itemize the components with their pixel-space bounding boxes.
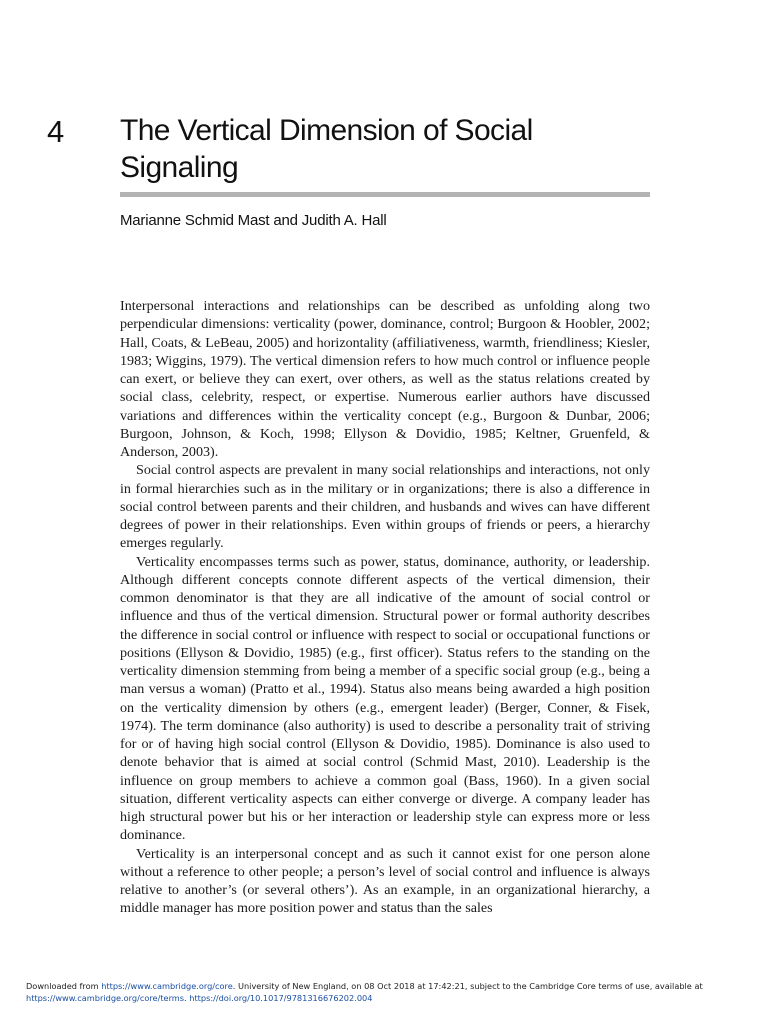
chapter-number: 4 xyxy=(47,114,64,149)
chapter-authors: Marianne Schmid Mast and Judith A. Hall xyxy=(120,212,387,229)
cambridge-core-link[interactable]: https://www.cambridge.org/core xyxy=(101,981,233,991)
footer-prefix: Downloaded from xyxy=(26,981,102,991)
chapter-title: The Vertical Dimension of Social Signaling xyxy=(120,114,533,184)
paragraph: Verticality is an interpersonal concept and as such it cannot exist for one person alone without a reference to other people; a person’s level of social control and influence is always relative to another’s (or several others’). As an example, in an organizational hierarchy, a middle manager has more position power and status than the sales xyxy=(120,845,650,917)
footer-separator: . xyxy=(184,993,190,1003)
doi-link[interactable]: https://doi.org/10.1017/9781316676202.004 xyxy=(189,993,373,1003)
body-text xyxy=(120,297,650,918)
paragraph: Social control aspects are prevalent in many social relationships and interactions, not only in formal hierarchies such as in the military or in organizations; there is also a difference in social control between parents and their children, and husbands and wives can have different degrees of power in their relationships. Even within groups of friends or peers, a hierarchy emerges regularly. xyxy=(120,462,650,552)
download-footer xyxy=(26,980,746,1004)
terms-link[interactable]: https://www.cambridge.org/core/terms xyxy=(26,993,185,1003)
title-divider xyxy=(120,192,650,197)
paragraph: Interpersonal interactions and relationships can be described as unfolding along two perpendicular dimensions: verticality (power, dominance, control; Burgoon & Hoobler, 2002; Hall, Coats, & LeBeau, 2005) and horizontality (affiliativeness, warmth, friendliness; Kiesler, 1983; Wiggins, 1979). The vertical dimension refers to how much control or influence people can exert, or believe they can exert, over others, as well as the status relations created by social class, celebrity, respect, or expertise. Numerous earlier authors have discussed variations and differences within the verticality concept (e.g., Burgoon & Dunbar, 2006; Burgoon, Johnson, & Koch, 1998; Ellyson & Dovidio, 1985; Keltner, Gruenfeld, & Anderson, 2003). xyxy=(120,298,650,460)
footer-notice: . University of New England, on 08 Oct 2018 at 17:42:21, subject to the Cambridge Core terms of use, available at xyxy=(232,981,703,991)
paragraph: Verticality encompasses terms such as power, status, dominance, authority, or leadership. Although different concepts connote different aspects of the vertical dimension, their common denominator is that they are all indicative of the amount of social control or influence and thus of the vertical dimension. Structural power or formal authority describes the difference in social control or influence with respect to social or occupational functions or positions (Ellyson & Dovidio, 1985) (e.g., first officer). Status refers to the standing on the verticality dimension stemming from being a member of a specific social group (e.g., being a man versus a woman) (Pratto et al., 1994). Status also means being awarded a high position on the verticality dimension by others (e.g., emergent leader) (Berger, Conner, & Fisek, 1974). The term dominance (also authority) is used to describe a personality trait of striving for or of having high social control (Ellyson & Dovidio, 1985). Dominance is also used to denote behavior that is aimed at social control (Schmid Mast, 2010). Leadership is the influence on group members to achieve a common goal (Bass, 1960). In a given social situation, different verticality aspects can either converge or diverge. A company leader has high structural power but his or her interaction or leadership style can express more or less dominance. xyxy=(120,553,650,844)
